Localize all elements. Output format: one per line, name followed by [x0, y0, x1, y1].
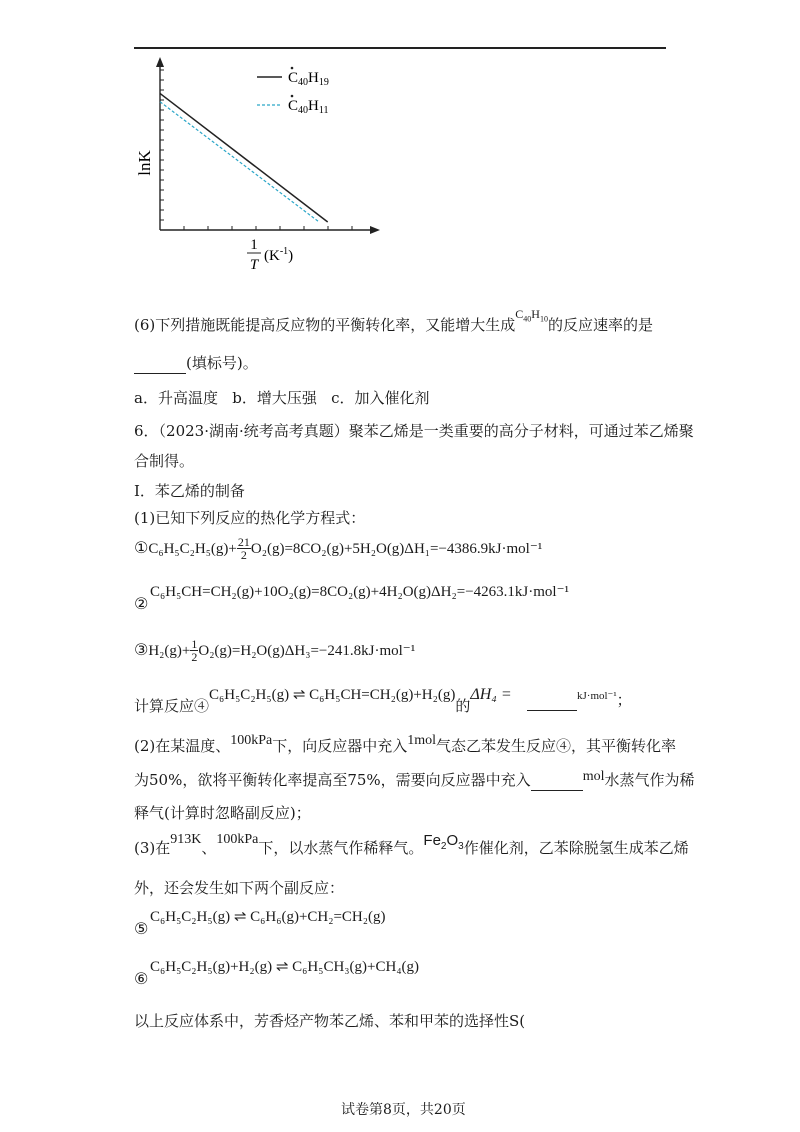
calc-line: [134, 684, 512, 715]
x-axis-arrow: [370, 226, 380, 234]
x-label-unit: $(K^{-1})$: [264, 246, 294, 264]
part2-line1: [134, 733, 677, 758]
eq1-lhs: C₆H₅C₂H₅(g)+: [148, 541, 237, 557]
y-axis-arrow: [156, 57, 164, 67]
q6-answer-blank[interactable]: [134, 353, 186, 374]
last-line: 以上反应体系中，芳香烃产物苯乙烯、苯和甲苯的选择性S(: [134, 1012, 526, 1030]
part2-line2-pre: 为50%，欲将平衡转化率提高至75%，需要向反应器中充入: [134, 771, 531, 789]
part2-mol: 1mol: [407, 733, 437, 748]
eq6-mark: ⑥: [134, 969, 149, 988]
eq3-mark: ③: [134, 640, 149, 659]
calc-unit: kJ·mol⁻¹: [577, 690, 617, 702]
part1-intro: (1)已知下列反应的热化学方程式：: [134, 509, 366, 527]
eq1-rhs: O₂(g)=8CO₂(g)+5H₂O(g)ΔH₁=−4386.9kJ·mol⁻¹: [250, 541, 543, 557]
eq2-mark: ②: [134, 594, 149, 613]
q6-line2-post: (填标号)。: [186, 354, 258, 372]
page-footer: 试卷第8页，共20页: [341, 1102, 466, 1118]
legend-label-c40h19: $C_{40}H_{19}$: [288, 70, 329, 88]
part3-pre: (3)在: [134, 839, 171, 857]
equation-5-formula: C₆H₅C₂H₅(g) ⇌ C₆H₆(g)+CH₂=CH₂(g): [150, 909, 386, 925]
eq3-fraction: $\frac{1}{2}$: [191, 637, 198, 664]
x-label-denominator: T: [249, 257, 259, 273]
part3-sep: 、: [201, 839, 217, 857]
top-rule: [134, 47, 666, 49]
part2-pressure: 100kPa: [230, 733, 273, 748]
part2-line2: [134, 770, 694, 792]
part3-line1: [134, 832, 689, 865]
eq1-mark: ①: [134, 538, 149, 557]
series-line-c40h11: [160, 102, 319, 222]
equation-3: [134, 638, 415, 663]
q6-options: a．升高温度 b．增大压强 c．加入催化剂: [134, 389, 430, 407]
eq1-fraction: $\frac{21}{2}$: [237, 535, 250, 562]
calc-end: ；: [616, 691, 632, 709]
y-axis-label: lnK: [135, 150, 154, 176]
q6-line1-post: 的反应速率的是: [547, 316, 653, 334]
eq5-mark: ⑤: [134, 919, 149, 938]
lnk-vs-inverse-t-chart: [130, 55, 390, 275]
part3-catalyst: $Fe_2O_3$: [423, 832, 464, 852]
part3-post: 作催化剂，乙苯除脱氢生成苯乙烯: [463, 839, 689, 857]
equation-6-formula: C₆H₅C₂H₅(g)+H₂(g) ⇌ C₆H₅CH₃(g)+CH₄(g): [150, 959, 420, 975]
equation-2-formula: C₆H₅CH=CH₂(g)+10O₂(g)=8CO₂(g)+4H₂O(g)ΔH₂=−4263.1kJ·mol⁻¹: [150, 584, 569, 600]
part3-pressure: 100kPa: [216, 832, 259, 847]
x-axis-label: [247, 237, 293, 273]
calc-answer: [527, 690, 632, 712]
eq3-lhs: H₂(g)+: [148, 643, 191, 659]
problem6-line1: 6．（2023·湖南·统考高考真题）聚苯乙烯是一类重要的高分子材料，可通过苯乙烯聚: [134, 422, 694, 440]
legend-label-c40h11: $C_{40}H_{11}$: [288, 98, 329, 116]
calc-equation: C₆H₅C₂H₅(g) ⇌ C₆H₅CH=CH₂(g)+H₂(g): [209, 687, 456, 703]
q6-line2: [134, 353, 258, 374]
q6-formula: C40H10: [515, 307, 548, 324]
calc-de: 的: [455, 697, 471, 715]
calc-answer-blank[interactable]: [527, 690, 577, 711]
part2-line3: 释气(计算时忽略副反应)；: [134, 804, 311, 822]
calc-pre: 计算反应④: [134, 697, 210, 715]
part3-temp: 913K: [170, 832, 202, 847]
q6-line1-pre: (6)下列措施既能提高反应物的平衡转化率，又能增大生成: [134, 316, 516, 334]
part3-line2: 外，还会发生如下两个副反应：: [134, 879, 345, 897]
x-label-numerator: 1: [250, 237, 258, 253]
part2-answer-blank[interactable]: [531, 770, 583, 791]
part2-mol2: mol: [582, 769, 605, 784]
chart-legend: [257, 67, 329, 116]
q6-line1: [134, 307, 653, 341]
section-title: Ⅰ．苯乙烯的制备: [134, 482, 245, 500]
problem6-line2: 合制得。: [134, 452, 195, 470]
part2-mid: 下，向反应器中充入: [272, 737, 408, 755]
equation-1: [134, 536, 542, 561]
part3-mid: 下，以水蒸气作稀释气。: [258, 839, 424, 857]
chart-axes: [156, 57, 380, 234]
eq3-rhs: O₂(g)=H₂O(g)ΔH₃=−241.8kJ·mol⁻¹: [198, 643, 416, 659]
legend-radical-dot-2: [291, 95, 294, 98]
legend-radical-dot-1: [291, 67, 294, 70]
part2-line2-post: 水蒸气作为稀: [604, 771, 695, 789]
part2-post: 气态乙苯发生反应④，其平衡转化率: [436, 737, 677, 755]
part2-pre: (2)在某温度、: [134, 737, 231, 755]
calc-delta-h4: ΔH₄ =: [470, 686, 512, 703]
